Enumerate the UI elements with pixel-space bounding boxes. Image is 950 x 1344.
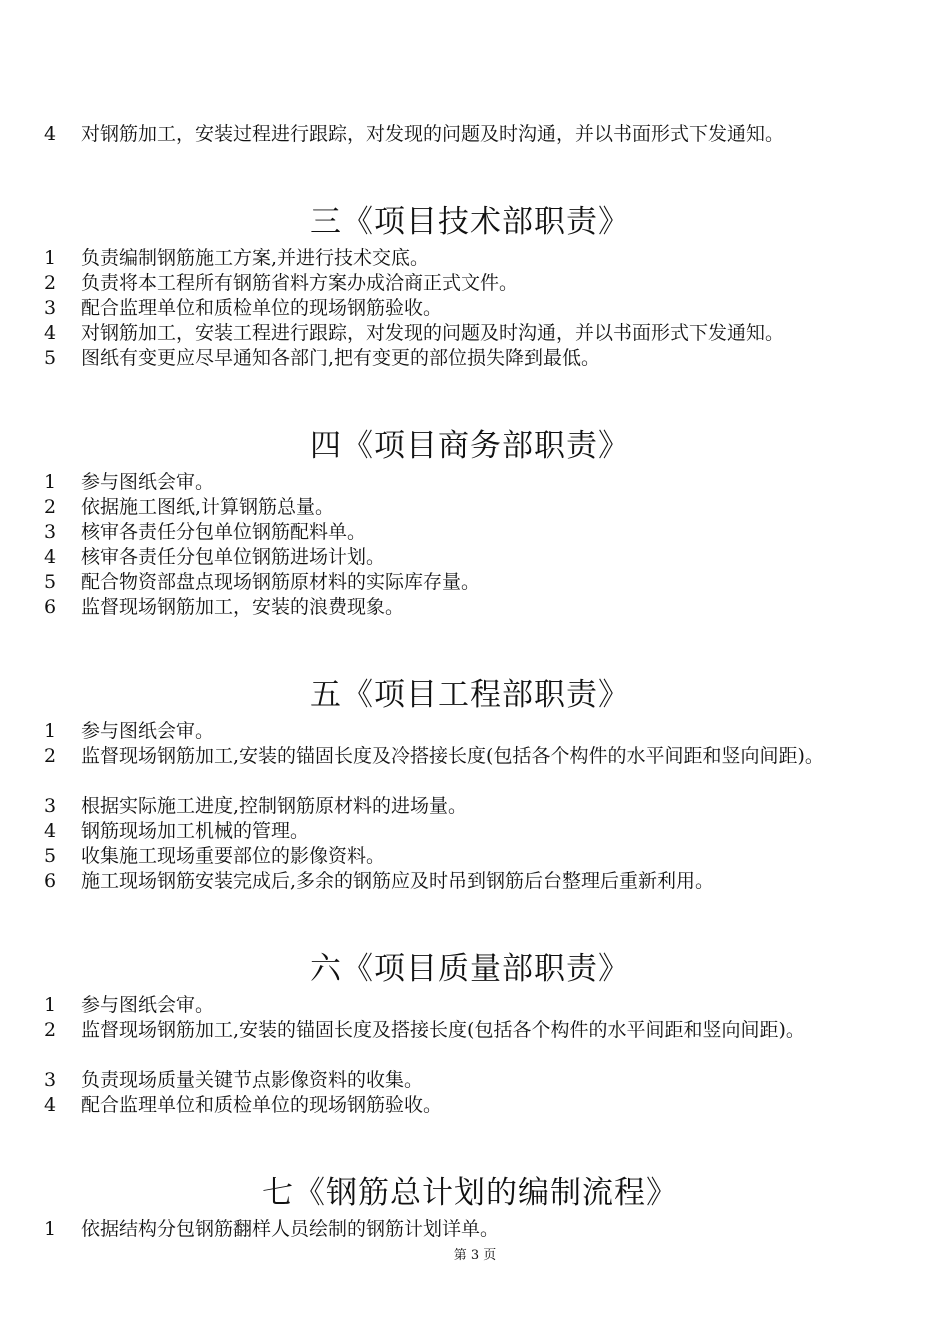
item-number: 5 xyxy=(44,347,57,369)
item-text: 对钢筋加工，安装过程进行跟踪，对发现的问题及时沟通，并以书面形式下发通知。 xyxy=(81,123,785,145)
item-text: 依据结构分包钢筋翻样人员绘制的钢筋计划详单。 xyxy=(81,1218,500,1240)
item-text: 参与图纸会审。 xyxy=(81,471,215,493)
item-number: 2 xyxy=(44,272,57,294)
item-text: 参与图纸会审。 xyxy=(81,720,215,742)
item-text: 参与图纸会审。 xyxy=(81,994,215,1016)
section-heading: 四《项目商务部职责》 xyxy=(310,428,630,464)
item-number: 4 xyxy=(44,322,57,344)
item-text: 负责编制钢筋施工方案,并进行技术交底。 xyxy=(81,247,430,269)
item-text: 图纸有变更应尽早通知各部门,把有变更的部位损失降到最低。 xyxy=(81,347,601,369)
item-text: 配合监理单位和质检单位的现场钢筋验收。 xyxy=(81,1094,443,1116)
item-number: 3 xyxy=(44,1069,57,1091)
item-text: 核审各责任分包单位钢筋配料单。 xyxy=(81,521,367,543)
item-number: 5 xyxy=(44,571,57,593)
item-number: 3 xyxy=(44,521,57,543)
item-number: 2 xyxy=(44,1019,57,1041)
item-text: 施工现场钢筋安装完成后,多余的钢筋应及时吊到钢筋后台整理后重新利用。 xyxy=(81,870,715,892)
item-number: 4 xyxy=(44,820,57,842)
item-number: 5 xyxy=(44,845,57,867)
item-text: 负责将本工程所有钢筋省料方案办成洽商正式文件。 xyxy=(81,272,519,294)
item-number: 6 xyxy=(44,596,57,618)
item-text: 监督现场钢筋加工,安装的锚固长度及搭接长度(包括各个构件的水平间距和竖向间距)。 xyxy=(81,1019,805,1041)
item-number: 1 xyxy=(44,1218,57,1240)
page-number-footer: 第 3 页 xyxy=(453,1248,497,1263)
item-number: 1 xyxy=(44,720,57,742)
section-heading: 六《项目质量部职责》 xyxy=(310,951,630,987)
section-heading: 七《钢筋总计划的编制流程》 xyxy=(262,1175,678,1211)
item-number: 3 xyxy=(44,795,57,817)
item-text: 收集施工现场重要部位的影像资料。 xyxy=(81,845,386,867)
item-number: 1 xyxy=(44,471,57,493)
item-number: 4 xyxy=(44,546,57,568)
item-number: 4 xyxy=(44,123,57,145)
item-text: 依据施工图纸,计算钢筋总量。 xyxy=(81,496,335,518)
item-text: 监督现场钢筋加工，安装的浪费现象。 xyxy=(81,596,405,618)
item-text: 配合物资部盘点现场钢筋原材料的实际库存量。 xyxy=(81,571,481,593)
item-text: 负责现场质量关键节点影像资料的收集。 xyxy=(81,1069,424,1091)
item-text: 配合监理单位和质检单位的现场钢筋验收。 xyxy=(81,297,443,319)
item-text: 根据实际施工进度,控制钢筋原材料的进场量。 xyxy=(81,795,468,817)
item-number: 1 xyxy=(44,247,57,269)
item-number: 6 xyxy=(44,870,57,892)
item-text: 监督现场钢筋加工,安装的锚固长度及冷搭接长度(包括各个构件的水平间距和竖向间距)。 xyxy=(81,745,824,767)
item-text: 钢筋现场加工机械的管理。 xyxy=(81,820,310,842)
item-number: 2 xyxy=(44,745,57,767)
item-number: 4 xyxy=(44,1094,57,1116)
item-text: 核审各责任分包单位钢筋进场计划。 xyxy=(81,546,386,568)
section-heading: 五《项目工程部职责》 xyxy=(310,677,630,713)
section-heading: 三《项目技术部职责》 xyxy=(310,204,630,240)
item-number: 3 xyxy=(44,297,57,319)
item-number: 1 xyxy=(44,994,57,1016)
item-text: 对钢筋加工，安装工程进行跟踪，对发现的问题及时沟通，并以书面形式下发通知。 xyxy=(81,322,785,344)
item-number: 2 xyxy=(44,496,57,518)
